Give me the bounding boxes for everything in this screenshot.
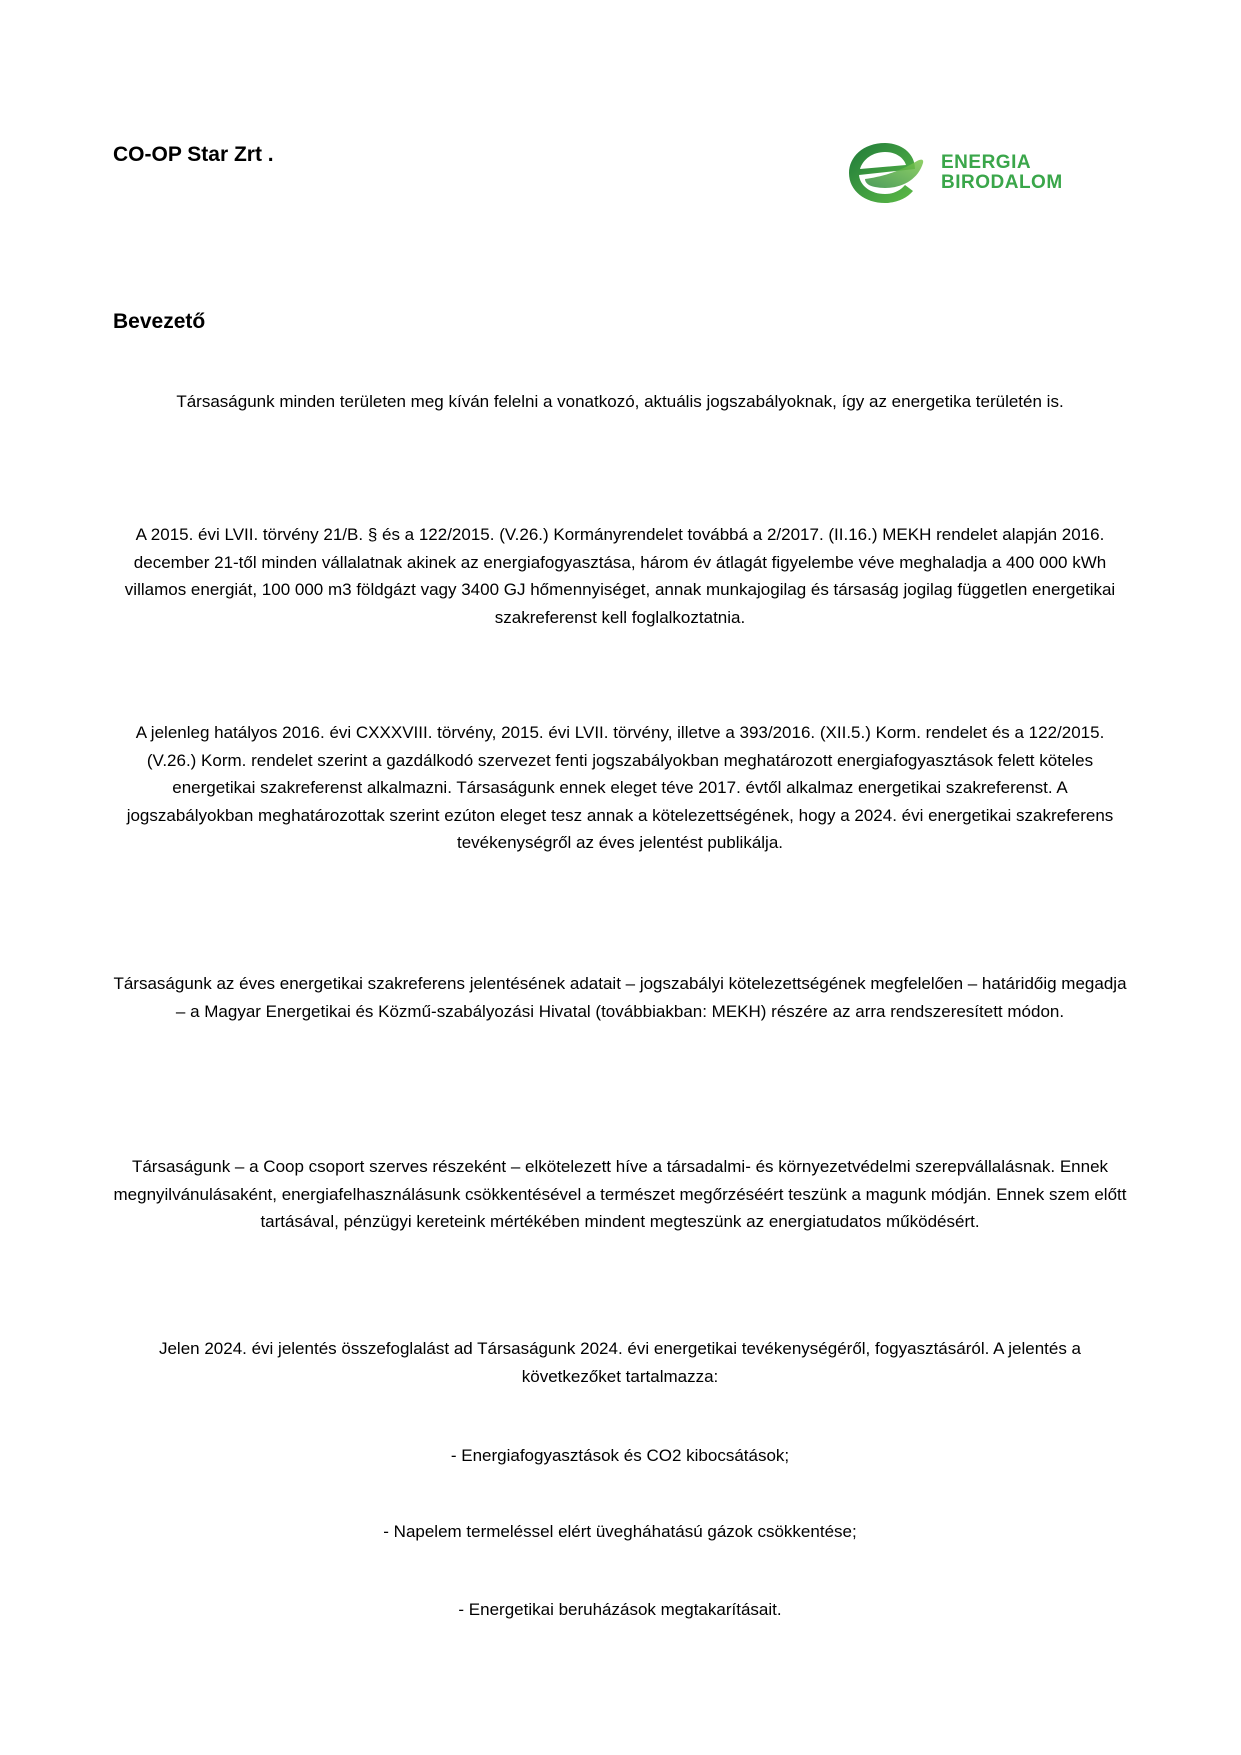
- section-heading: Bevezető: [113, 310, 206, 333]
- list-item: - Energetikai beruházások megtakarításait.: [458, 1600, 782, 1619]
- list-item: - Napelem termeléssel elért üvegháhatású gázok csökkentése;: [383, 1522, 857, 1541]
- company-name: CO-OP Star Zrt .: [113, 143, 274, 166]
- paragraph-commitment: Társaságunk – a Coop csoport szerves részeként – elkötelezett híve a társadalmi- és környezetvédelmi szerepvállalásnak. Ennek megnyilvánulásaként, energiafelhasználásunk csökkentésével a természet megőrzéséért teszünk a magunk módján. Ennek szem előtt tartásával, pénzügyi kereteink mértékében mindent megteszünk az energiatudatos működésért.: [113, 1157, 1127, 1231]
- paragraph-report-summary: Jelen 2024. évi jelentés összefoglalást ad Társaságunk 2024. évi energetikai tevékenységéről, fogyasztásáról. A jelentés a következőket tartalmazza:: [158, 1339, 1082, 1386]
- paragraph-current-law: A jelenleg hatályos 2016. évi CXXXVIII. törvény, 2015. évi LVII. törvény, illetve a 393/2016. (XII.5.) Korm. rendelet és a 122/2015. (V.26.) Korm. rendelet szerint a gazdálkodó szervezet fenti jogszabályokban meghatározott energiafogyasztások felett köteles energetikai szakreferenst alkalmazni. Társaságunk ennek eleget téve 2017. évtől alkalmaz energetikai szakreferenst. A jogszabályokban meghatározottak szerint ezúton eleget tesz annak a kötelezettségének, hogy a 2024. évi energetikai szakreferens tevékenységről az éves jelentést publikálja.: [126, 723, 1114, 852]
- paragraph-legal-basis: A 2015. évi LVII. törvény 21/B. § és a 122/2015. (V.26.) Kormányrendelet továbbá a 2/2017. (II.16.) MEKH rendelet alapján 2016. december 21-től minden vállalatnak akinek az energiafogyasztása, három év átlagát figyelembe véve meghaladja a 400 000 kWh villamos energiát, 100 000 m3 földgázt vagy 3400 GJ hőmennyiséget, annak munkajogilag és társaság jogilag független energetikai szakreferenst kell foglalkoztatnia.: [124, 525, 1116, 627]
- leaf-e-logo-icon: [845, 137, 927, 209]
- logo-line-1: ENERGIA: [941, 152, 1032, 173]
- energia-birodalom-logo: [845, 137, 1075, 211]
- paragraph-intro: Társaságunk minden területen meg kíván felelni a vonatkozó, aktuális jogszabályoknak, így az energetika területén is.: [176, 392, 1064, 411]
- paragraph-mekh-reporting: Társaságunk az éves energetikai szakreferens jelentésének adatait – jogszabályi kötelezettségének megfelelően – határidőig megadja – a Magyar Energetikai és Közmű-szabályozási Hivatal (továbbiakban: MEKH) részére az arra rendszeresített módon.: [113, 974, 1127, 1021]
- logo-line-2: BIRODALOM: [941, 172, 1063, 193]
- logo-wordmark: [941, 153, 1063, 193]
- list-item: - Energiafogyasztások és CO2 kibocsátások;: [450, 1446, 790, 1465]
